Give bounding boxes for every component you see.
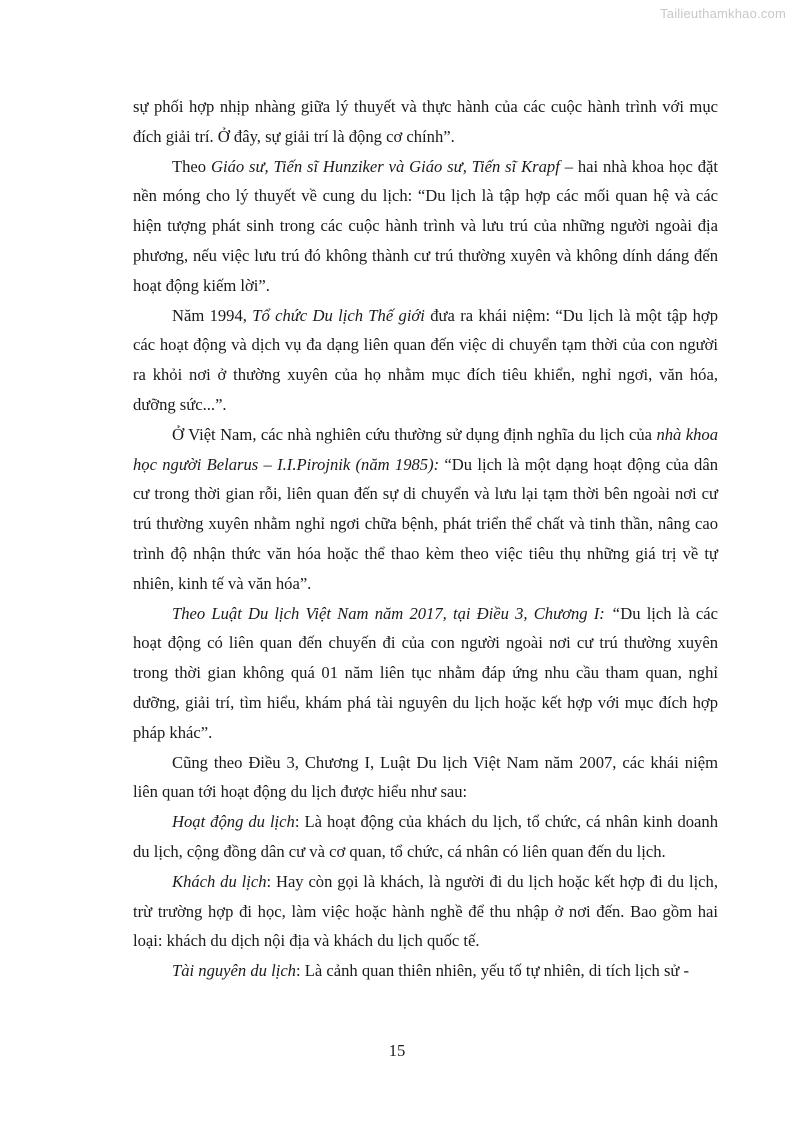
text-segment: – hai nhà khoa học đặt nền móng cho lý thuyết về cung du lịch: “Du lịch là tập hợp các mối quan hệ và các hiện tượng phát sinh trong các cuộc hành trình và lưu trú của những người ngoài địa phương, nếu việc lưu trú đó không thành cư trú thường xuyên và không dính dáng đến hoạt động kiếm lời”. bbox=[133, 156, 719, 295]
paragraph bbox=[133, 152, 718, 301]
paragraph bbox=[133, 867, 718, 956]
italic-text: Giáo sư, Tiến sĩ Hunziker và Giáo sư, Tiến sĩ Krapf bbox=[210, 156, 560, 176]
italic-text: Khách du lịch bbox=[172, 871, 267, 891]
paragraph bbox=[133, 807, 718, 867]
text-segment: Theo bbox=[172, 156, 211, 176]
text-segment: Năm 1994, bbox=[172, 305, 253, 325]
text-segment: Ở Việt Nam, các nhà nghiên cứu thường sử dụng định nghĩa du lịch của bbox=[172, 424, 657, 444]
text-segment: : Hay còn gọi là khách, là người đi du lịch hoặc kết hợp đi du lịch, trừ trường hợp đi học, làm việc hoặc hành nghề để thu nhập ở nơi đến. Bao gồm hai loại: khách du dịch nội địa và khách du lịch quốc tế. bbox=[133, 871, 718, 951]
text-segment: đưa ra khái niệm: “Du lịch là một tập hợp các hoạt động và dịch vụ đa dạng liên quan đến việc di chuyển tạm thời của con người ra khỏi nơi ở thường xuyên của họ nhằm mục đích tiêu khiển, nghỉ ngơi, văn hóa, dưỡng sức...”. bbox=[133, 305, 719, 414]
watermark: Tailieuthamkhao.com bbox=[660, 6, 786, 21]
paragraph bbox=[133, 748, 718, 808]
text-segment: “Du lịch là một dạng hoạt động của dân cư trong thời gian rỗi, liên quan đến sự di chuyển và lưu lại tạm thời bên ngoài nơi cư trú thường xuyên nhằm nghỉ ngơi chữa bệnh, phát triển thể chất và tinh thần, nâng cao trình độ nhận thức văn hóa hoặc thể thao kèm theo việc tiêu thụ những giá trị về tự nhiên, kinh tế và văn hóa”. bbox=[133, 454, 718, 593]
text-segment: Du lịch là các hoạt động có liên quan đến chuyến đi của con người ngoài nơi cư trú thường xuyên trong thời gian không quá 01 năm liên tục nhằm đáp ứng nhu cầu tham quan, nghỉ dưỡng, giải trí, tìm hiểu, khám phá tài nguyên du lịch hoặc kết hợp với mục đích hợp pháp khác”. bbox=[133, 603, 719, 742]
page-number: 15 bbox=[388, 1041, 406, 1060]
italic-text: Tổ chức Du lịch Thế giới bbox=[252, 305, 425, 325]
paragraph bbox=[133, 599, 718, 748]
text-segment: : Là hoạt động của khách du lịch, tổ chức, cá nhân kinh doanh du lịch, cộng đồng dân cư và cơ quan, tổ chức, cá nhân có liên quan đến du lịch. bbox=[133, 812, 719, 861]
paragraph bbox=[133, 92, 718, 152]
italic-text: nhà khoa học người Belarus – I.I.Pirojnik (năm 1985): bbox=[133, 424, 718, 474]
italic-text: Theo Luật Du lịch Việt Nam năm 2017, tại Điều 3, Chương I: “ bbox=[172, 603, 621, 623]
paragraph bbox=[133, 301, 718, 420]
italic-text: Tài nguyên du lịch bbox=[172, 961, 296, 981]
text-segment: sự phối hợp nhịp nhàng giữa lý thuyết và thực hành của các cuộc hành trình với mục đích giải trí. Ở đây, sự giải trí là động cơ chính”. bbox=[133, 97, 718, 146]
paragraph bbox=[133, 420, 718, 599]
italic-text: Hoạt động du lịch bbox=[172, 812, 295, 832]
text-segment: Cũng theo Điều 3, Chương I, Luật Du lịch Việt Nam năm 2007, các khái niệm liên quan tới hoạt động du lịch được hiểu như sau: bbox=[133, 752, 718, 802]
paragraph bbox=[133, 956, 718, 986]
document-body bbox=[133, 92, 718, 986]
text-segment: : Là cảnh quan thiên nhiên, yếu tố tự nhiên, di tích lịch sử - bbox=[295, 961, 690, 981]
